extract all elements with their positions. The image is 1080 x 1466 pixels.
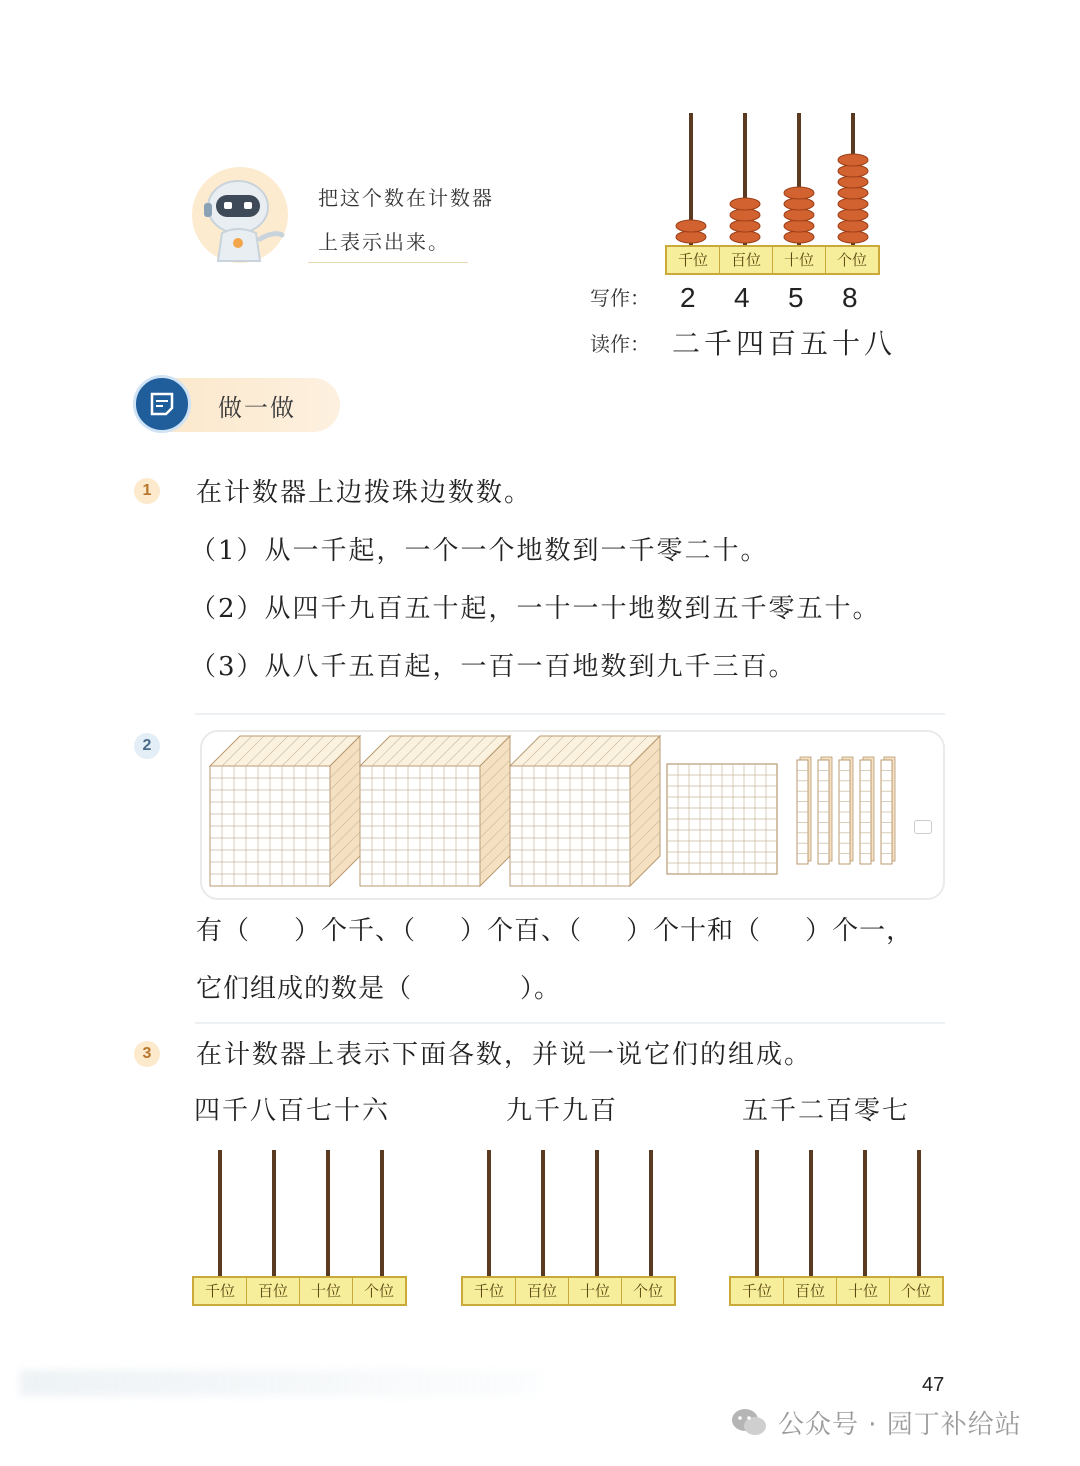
label-thousands: 千位 [731,1278,784,1304]
activity-icon [133,375,191,433]
thousand-cube [360,736,510,886]
abacus-label-row [461,1276,676,1306]
abacus-bead [838,176,868,188]
abacus-label-row [192,1276,407,1306]
q1-item-3: （3）从八千五百起，一百一百地数到九千三百。 [190,652,797,682]
abacus-bead [730,220,760,232]
abacus-bead [676,220,706,232]
abacus-rod [809,1150,813,1280]
abacus-bead [838,154,868,166]
empty-abacus-2[interactable] [461,1146,676,1306]
abacus-bead [838,209,868,221]
hint-underline [308,262,468,263]
label-ones: 个位 [900,1282,931,1300]
abacus-label-row [729,1276,944,1306]
question-number-1: 1 [134,478,160,504]
page-number: 47 [922,1374,945,1396]
empty-abacus-3[interactable] [729,1146,944,1306]
digit-hundreds: 4 [734,282,750,313]
abacus-rods [729,1146,944,1280]
label-hundreds: 百位 [247,1278,300,1304]
scroll-hint-icon [914,820,932,834]
q3-number-1: 四千八百七十六 [194,1096,391,1126]
q1-item-1: （1）从一千起，一个一个地数到一千零二十。 [190,536,769,566]
abacus-bead [838,220,868,232]
abacus-bead [730,209,760,221]
abacus-bead [838,231,868,243]
abacus-bead [730,198,760,210]
abacus-bead [838,165,868,177]
abacus-rod [487,1150,491,1280]
ten-rod [797,757,811,864]
q2-part-3: ）个百、（ [460,916,583,946]
robot-mascot [190,165,290,265]
q2-line-1 [196,910,913,947]
read-value: 二千四百五十八 [672,327,897,360]
abacus-rod [755,1150,759,1280]
label-hundreds: 百位 [516,1278,569,1304]
base-ten-blocks-panel [200,730,945,900]
label-tens: 十位 [837,1278,890,1304]
empty-abacus-1[interactable] [192,1146,407,1306]
abacus-bead [838,198,868,210]
abacus-rod [541,1150,545,1280]
abacus-bead [784,187,814,199]
base-ten-blocks [202,732,942,898]
q2-part-2: ）个千、（ [294,916,417,946]
hint-line-1: 把这个数在计数器 [318,186,494,210]
abacus-bead [784,231,814,243]
abacus-bead [784,220,814,232]
abacus-rod [917,1150,921,1280]
hint-line-2: 上表示出来。 [318,230,450,254]
question-number-2: 2 [134,733,160,759]
abacus-bead [784,209,814,221]
q2-line-2 [196,968,561,1005]
label-hundreds: 百位 [720,247,773,273]
label-ones: 个位 [632,1282,663,1300]
q2-part-7: ）。 [520,974,562,1004]
abacus-rod [272,1150,276,1280]
thousand-cube [510,736,660,886]
faded-footer-strip [20,1370,540,1396]
ten-rod [839,757,853,864]
ten-rod [818,757,832,864]
abacus-rod [218,1150,222,1280]
abacus-rod [595,1150,599,1280]
abacus-rod [863,1150,867,1280]
read-label: 读作： [590,332,650,356]
q2-part-5: ）个一， [805,916,914,946]
q1-text: 在计数器上边拨珠边数数。 [196,478,533,508]
digit-ones: 8 [842,282,858,313]
abacus-bead [838,187,868,199]
abacus-rods [192,1146,407,1280]
abacus-rod [649,1150,653,1280]
label-ones: 个位 [836,251,867,269]
abacus-bead [784,198,814,210]
divider [195,1022,945,1024]
hint-text [318,176,538,264]
q3-text: 在计数器上表示下面各数，并说一说它们的组成。 [196,1040,813,1070]
watermark-text: 公众号 · 园丁补给站 [778,1410,1022,1440]
digit-thousands: 2 [680,282,696,313]
ten-rod [860,757,874,864]
write-digits [680,282,896,314]
label-thousands: 千位 [463,1278,516,1304]
abacus-label-row [665,245,880,275]
abacus-bead [676,231,706,243]
thousand-cube [210,736,360,886]
divider [195,713,945,715]
abacus-rod [326,1150,330,1280]
abacus-rod [380,1150,384,1280]
abacus-rods [655,105,895,250]
section-title: 做一做 [218,394,296,422]
q1-item-2: （2）从四千九百五十起，一十一十地数到五千零五十。 [190,594,881,624]
wechat-icon [730,1406,768,1440]
q2-part-6: 它们组成的数是（ [196,974,413,1004]
q2-part-1: 有（ [196,916,251,946]
q3-number-2: 九千九百 [506,1096,619,1126]
label-tens: 十位 [569,1278,622,1304]
abacus-rods [461,1146,676,1280]
question-number-3: 3 [134,1041,160,1067]
label-thousands: 千位 [667,247,720,273]
label-thousands: 千位 [194,1278,247,1304]
hundred-flat [667,764,777,874]
label-tens: 十位 [773,247,826,273]
q2-part-4: ）个十和（ [626,916,762,946]
label-tens: 十位 [300,1278,353,1304]
digit-tens: 5 [788,282,804,313]
abacus-bead [730,231,760,243]
q3-number-3: 五千二百零七 [742,1096,911,1126]
label-ones: 个位 [363,1282,394,1300]
top-abacus [655,105,895,275]
write-label: 写作： [590,286,650,310]
ten-rod [881,757,895,864]
label-hundreds: 百位 [784,1278,837,1304]
